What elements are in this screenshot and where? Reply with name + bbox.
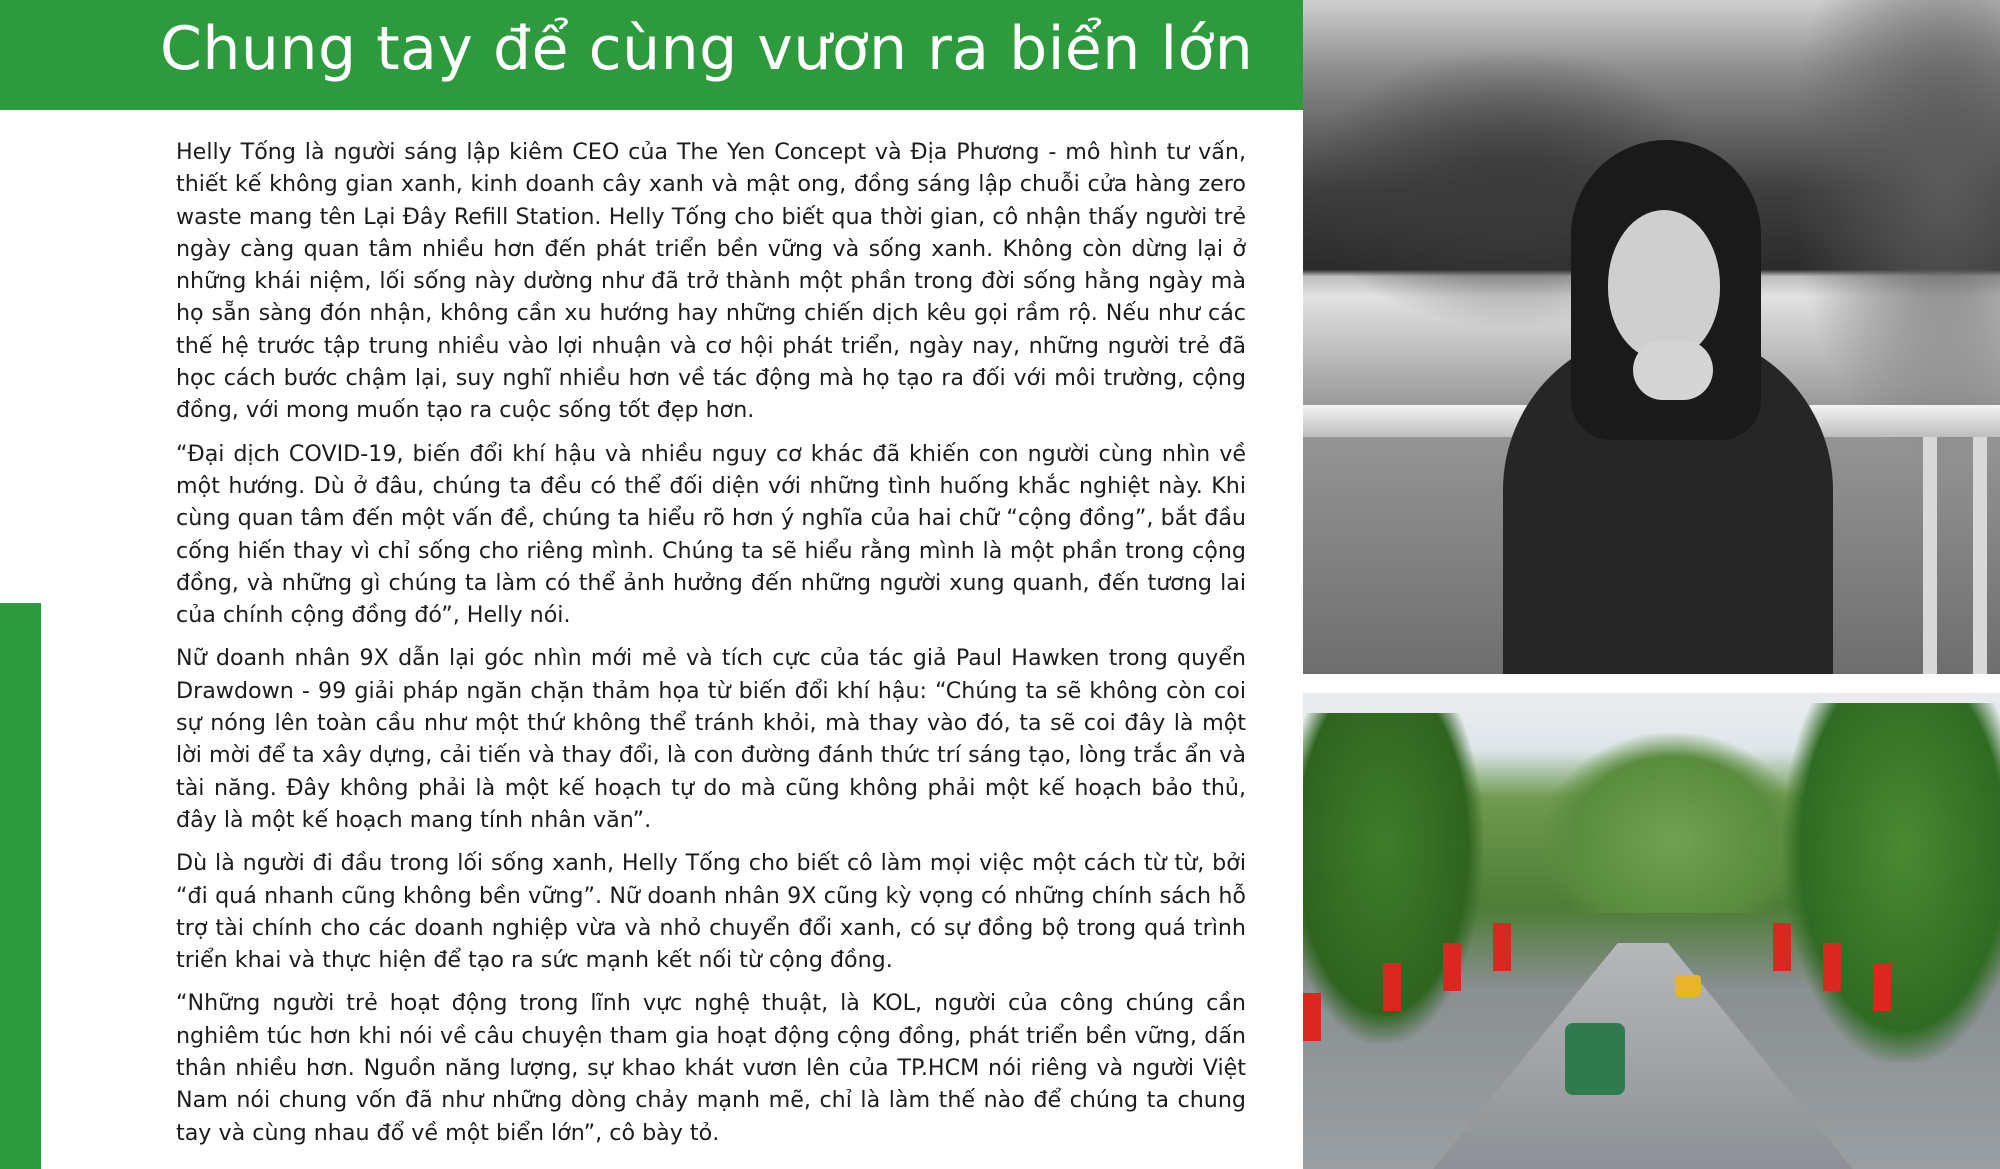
street-photo	[1303, 693, 2000, 1169]
taxi	[1675, 975, 1701, 997]
background-trees	[1543, 733, 1803, 913]
flag	[1383, 963, 1401, 1011]
paragraph-1: Helly Tống là người sáng lập kiêm CEO của The Yen Concept và Địa Phương - mô hình tư vấn, thiết kế không gian xanh, kinh doanh cây xanh và mật ong, đồng sáng lập chuỗi cửa hàng zero waste mang tên Lại Đây Refill Station. Helly Tống cho biết qua thời gian, cô nhận thấy người trẻ ngày càng quan tâm nhiều hơn đến phát triển bền vững và sống xanh. Không còn dừng lại ở những khái niệm, lối sống này dường như đã trở thành một phần trong đời sống hằng ngày mà họ sẵn sàng đón nhận, không cần xu hướng hay những chiến dịch kêu gọi rầm rộ. Nếu như các thế hệ trước tập trung nhiều vào lợi nhuận và cơ hội phát triển, ngày nay, những người trẻ đã học cách bước chậm lại, suy nghĩ nhiều hơn về tác động mà họ tạo ra đối với môi trường, cộng đồng, với mong muốn tạo ra cuộc sống tốt đẹp hơn.	[176, 139, 1246, 424]
person-face	[1608, 210, 1720, 360]
railing-post	[1923, 437, 1937, 674]
accent-stripe	[0, 603, 41, 1169]
flag	[1873, 963, 1891, 1011]
paragraph-5: “Những người trẻ hoạt động trong lĩnh vực nghệ thuật, là KOL, người của công chúng cần nghiêm túc hơn khi nói về câu chuyện tham gia hoạt động cộng đồng, phát triển bền vững, dấn thân nhiều hơn. Nguồn năng lượng, sự khao khát vươn lên của TP.HCM nói riêng và người Việt Nam nói chung vốn đã như những dòng chảy mạnh mẽ, chỉ là làm thế nào để chúng ta chung tay và cùng nhau đổ về một biển lớn”, cô bày tỏ.	[176, 990, 1246, 1146]
paragraph-2: “Đại dịch COVID-19, biến đổi khí hậu và nhiều nguy cơ khác đã khiến con người cùng nhìn về một hướng. Dù ở đâu, chúng ta đều có thể đối diện với những tình huống khắc nghiệt này. Khi cùng quan tâm đến một vấn đề, chúng ta hiểu rõ hơn ý nghĩa của hai chữ “cộng đồng”, bắt đầu cống hiến thay vì chỉ sống cho riêng mình. Chúng ta sẽ hiểu rằng mình là một phần trong cộng đồng, và những gì chúng ta làm có thể ảnh hưởng đến những người xung quanh, đến tương lai của chính cộng đồng đó”, Helly nói.	[176, 440, 1246, 629]
paragraph-3: Nữ doanh nhân 9X dẫn lại góc nhìn mới mẻ và tích cực của tác giả Paul Hawken trong quyển Drawdown - 99 giải pháp ngăn chặn thảm họa từ biến đổi khí hậu: “Chúng ta sẽ không còn coi sự nóng lên toàn cầu như một thứ không thể tránh khỏi, mà thay vào đó, ta sẽ coi đây là một lời mời để ta xây dựng, cải tiến và thay đổi, là con đường đánh thức trí sáng tạo, lòng trắc ẩn và tài năng. Đây không phải là một kế hoạch tự do mà cũng không phải một kế hoạch bảo thủ, đây là một kế hoạch mang tính nhân văn”.	[176, 645, 1246, 833]
paragraph-4: Dù là người đi đầu trong lối sống xanh, Helly Tống cho biết cô làm mọi việc một cách từ từ, bởi “đi quá nhanh cũng không bền vững”. Nữ doanh nhân 9X cũng kỳ vọng có những chính sách hỗ trợ tài chính cho các doanh nghiệp vừa và nhỏ chuyển đổi xanh, có sự đồng bộ trong quá trình triển khai và thực hiện để tạo ra sức mạnh kết nối từ cộng đồng.	[176, 850, 1246, 974]
title-banner	[0, 0, 1303, 110]
railing-post	[1973, 437, 1987, 674]
portrait-photo	[1303, 0, 2000, 674]
flag	[1303, 993, 1321, 1041]
person-hand	[1633, 340, 1713, 400]
tree-right	[1783, 703, 2000, 1063]
page-title: Chung tay để cùng vươn ra biển lớn	[160, 14, 1254, 84]
flag	[1823, 943, 1841, 991]
flag	[1773, 923, 1791, 971]
flag	[1443, 943, 1461, 991]
bus	[1565, 1023, 1625, 1095]
flag	[1493, 923, 1511, 971]
article-body	[176, 136, 1246, 1160]
